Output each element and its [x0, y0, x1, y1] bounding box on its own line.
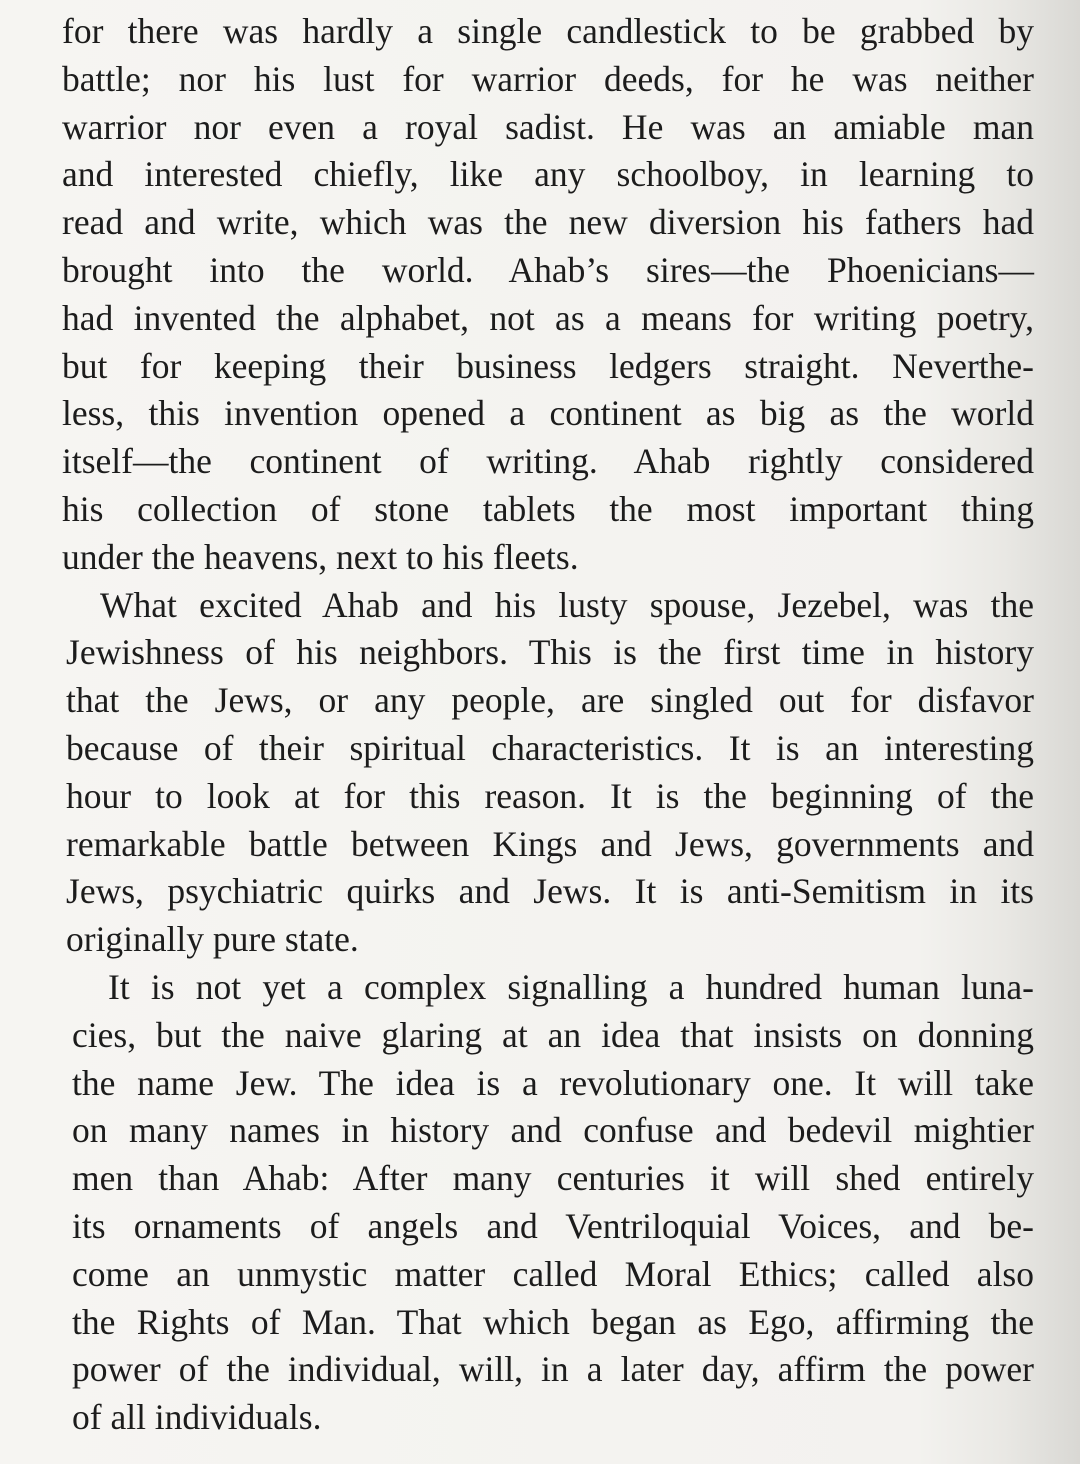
text-line: warrior nor even a royal sadist. He was an amiable man — [62, 106, 1034, 147]
text-line: men than Ahab: After many centuries it will shed entirely — [72, 1158, 1034, 1199]
text-line: cies, but the naive glaring at an idea that insists on donning — [72, 1014, 1034, 1055]
text-line: battle; nor his lust for warrior deeds, for he was neither — [62, 58, 1034, 99]
text-line: on many names in history and confuse and bedevil mightier — [72, 1110, 1034, 1151]
text-line: itself—the continent of writing. Ahab rightly considered — [62, 441, 1034, 482]
paragraph-1 — [62, 8, 1034, 582]
text-line: read and write, which was the new diversion his fathers had — [62, 202, 1034, 243]
text-line: It is not yet a complex signalling a hundred human luna- — [108, 966, 1034, 1007]
text-line: hour to look at for this reason. It is the beginning of the — [66, 775, 1034, 816]
text-line: his collection of stone tablets the most important thing — [62, 488, 1034, 529]
text-line: What excited Ahab and his lusty spouse, Jezebel, was the — [100, 584, 1034, 625]
text-line: power of the individual, will, in a later day, affirm the power — [72, 1349, 1034, 1390]
paragraph-3 — [62, 964, 1034, 1442]
body-text — [62, 8, 1034, 1442]
text-line: originally pure state. — [66, 919, 359, 960]
text-line: Jews, psychiatric quirks and Jews. It is anti-Semitism in its — [66, 871, 1034, 912]
text-line: the Rights of Man. That which began as Ego, affirming the — [72, 1301, 1034, 1342]
text-line: but for keeping their business ledgers straight. Neverthe- — [62, 345, 1034, 386]
text-line: brought into the world. Ahab’s sires—the Phoenicians— — [62, 249, 1034, 290]
text-line: of all individuals. — [72, 1397, 322, 1438]
text-line: less, this invention opened a continent as big as the world — [62, 393, 1034, 434]
text-line: and interested chiefly, like any schoolboy, in learning to — [62, 154, 1034, 195]
text-line: the name Jew. The idea is a revolutionary one. It will take — [72, 1062, 1034, 1103]
text-line: its ornaments of angels and Ventriloquial Voices, and be- — [72, 1205, 1034, 1246]
text-line: come an unmystic matter called Moral Ethics; called also — [72, 1253, 1034, 1294]
text-line: remarkable battle between Kings and Jews, governments and — [66, 823, 1034, 864]
text-line: under the heavens, next to his fleets. — [62, 536, 579, 577]
text-line: because of their spiritual characteristics. It is an interesting — [66, 727, 1034, 768]
paragraph-2 — [62, 582, 1034, 964]
text-line: for there was hardly a single candlestick to be grabbed by — [62, 11, 1034, 51]
text-line: Jewishness of his neighbors. This is the first time in history — [66, 632, 1034, 673]
text-line: had invented the alphabet, not as a means for writing poetry, — [62, 297, 1034, 338]
text-line: that the Jews, or any people, are singled out for disfavor — [66, 680, 1034, 721]
